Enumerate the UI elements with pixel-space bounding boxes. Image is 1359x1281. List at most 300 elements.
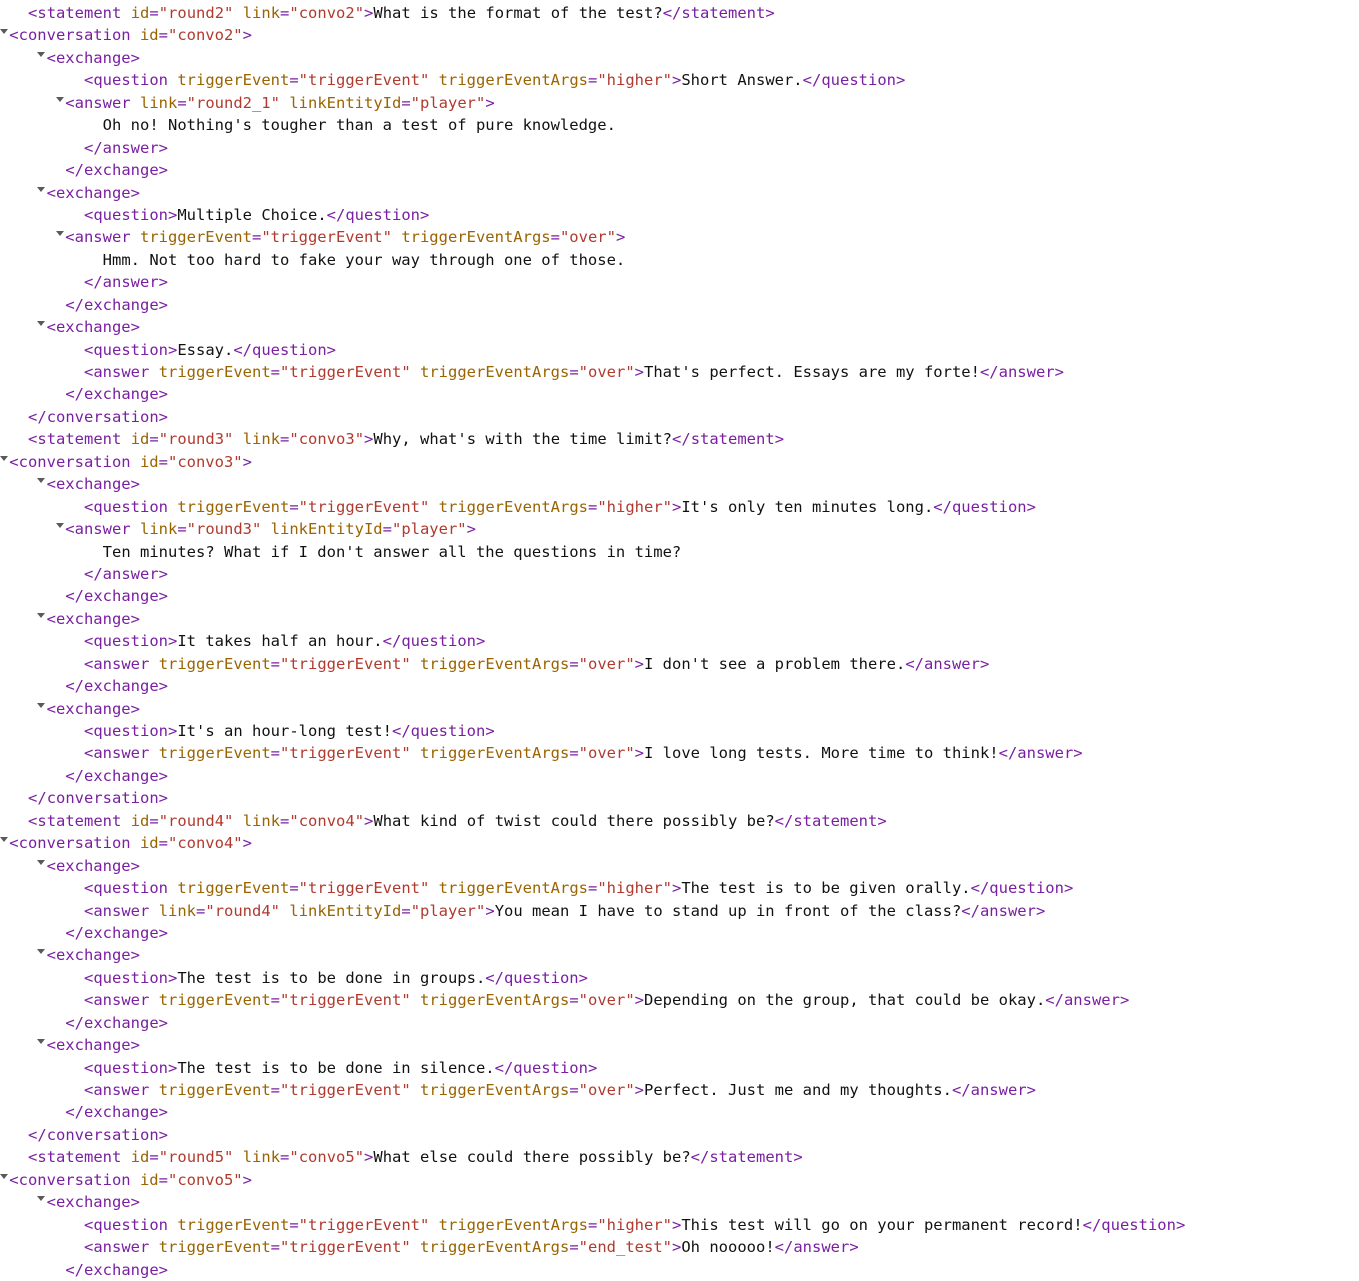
xml-punctuation: > (615, 228, 626, 247)
arrow-placeholder (75, 655, 84, 673)
xml-punctuation: = (149, 4, 159, 22)
triangle-down-icon (37, 949, 45, 954)
xml-attribute-value: "higher" (597, 879, 672, 898)
xml-attribute-name: id (130, 811, 150, 830)
xml-punctuation: < (46, 1036, 56, 1055)
xml-punctuation: < (84, 654, 94, 673)
xml-punctuation: < (84, 1081, 94, 1099)
xml-attribute-name: link (158, 901, 197, 920)
xml-attribute-value: "player" (410, 901, 486, 920)
xml-tag-name: answer (93, 901, 150, 920)
xml-punctuation: = (382, 520, 392, 539)
xml-punctuation: = (158, 452, 168, 471)
xml-punctuation: > (634, 991, 645, 1010)
code-line[interactable] (0, 1034, 1359, 1056)
xml-punctuation (429, 71, 438, 89)
xml-attribute-value: "triggerEvent" (280, 991, 411, 1010)
xml-tag-name: conversation (18, 452, 131, 471)
code-line[interactable] (0, 249, 1359, 271)
xml-tag-name: question (93, 722, 168, 740)
xml-text-node: It takes half an hour. (177, 632, 383, 651)
xml-punctuation: = (587, 497, 598, 516)
arrow-placeholder (19, 789, 28, 807)
code-line[interactable] (0, 1124, 1359, 1146)
code-line[interactable] (0, 114, 1359, 136)
xml-text-node: What is the format of the test? (373, 4, 663, 22)
code-line[interactable] (0, 428, 1359, 450)
xml-punctuation: > (158, 385, 169, 404)
xml-attribute-value: "round4" (158, 811, 234, 830)
code-line[interactable] (0, 1101, 1359, 1123)
code-line[interactable] (0, 159, 1359, 181)
xml-punctuation: > (578, 968, 588, 987)
xml-punctuation: < (28, 1148, 38, 1167)
xml-attribute-value: "round5" (158, 1148, 234, 1167)
indent-space (0, 1216, 75, 1234)
indent-space (0, 273, 75, 291)
xml-tag-name: question (410, 722, 486, 740)
code-line[interactable] (0, 1146, 1359, 1168)
xml-punctuation: = (270, 654, 281, 673)
xml-punctuation: > (1026, 1081, 1036, 1099)
xml-punctuation: > (849, 1238, 859, 1257)
xml-punctuation: > (485, 722, 495, 740)
xml-punctuation: </ (65, 923, 85, 942)
code-line[interactable] (0, 922, 1359, 944)
indent-space (0, 924, 56, 942)
arrow-placeholder (75, 744, 84, 762)
indent-space (0, 161, 56, 179)
xml-punctuation: > (485, 901, 495, 920)
arrow-placeholder (75, 1059, 84, 1077)
code-line[interactable] (0, 226, 1359, 248)
xml-punctuation: < (84, 1215, 94, 1234)
xml-tag-name: exchange (84, 677, 159, 696)
code-line[interactable] (0, 1057, 1359, 1079)
xml-tag-name: question (93, 879, 168, 898)
code-line[interactable] (0, 2, 1359, 24)
xml-attribute-name: linkEntityId (289, 901, 402, 920)
arrow-placeholder (75, 498, 84, 516)
indent-space (0, 610, 37, 628)
xml-tag-name: answer (93, 363, 150, 381)
xml-punctuation: > (158, 923, 169, 942)
indent-space (0, 139, 75, 157)
indent-space (0, 1036, 37, 1054)
code-line[interactable] (0, 720, 1359, 742)
xml-punctuation: > (158, 1013, 169, 1032)
xml-attribute-value: "player" (410, 93, 486, 112)
xml-punctuation (121, 812, 130, 830)
xml-punctuation: = (158, 834, 168, 853)
xml-punctuation (131, 228, 140, 246)
xml-punctuation: > (1026, 497, 1036, 516)
xml-punctuation: = (270, 744, 281, 763)
xml-attribute-name: id (139, 26, 159, 45)
indent-space (0, 206, 75, 224)
xml-punctuation: < (84, 497, 94, 516)
xml-tag-name: question (503, 968, 579, 987)
xml-tag-name: answer (93, 1081, 150, 1099)
xml-punctuation: < (46, 475, 56, 494)
xml-attribute-value: "round2_1" (186, 93, 280, 112)
xml-attribute-name: triggerEventArgs (420, 744, 570, 763)
xml-tag-name: exchange (55, 1193, 131, 1212)
xml-attribute-value: "triggerEvent" (298, 497, 430, 516)
code-line[interactable] (0, 339, 1359, 361)
xml-attribute-name: triggerEvent (177, 879, 290, 898)
xml-punctuation: > (158, 295, 169, 314)
xml-attribute-name: link (139, 93, 178, 112)
arrow-placeholder (56, 677, 65, 695)
xml-tag-name: answer (93, 1238, 150, 1257)
xml-attribute-value: "triggerEvent" (261, 228, 392, 247)
xml-punctuation (168, 71, 177, 89)
xml-attribute-value: "round3" (186, 520, 262, 539)
xml-attribute-value: "triggerEvent" (298, 1215, 430, 1234)
xml-tag-name: answer (1063, 991, 1120, 1010)
xml-punctuation: < (65, 93, 75, 112)
xml-punctuation (149, 655, 158, 673)
code-line[interactable] (0, 92, 1359, 114)
arrow-placeholder (56, 1014, 65, 1032)
xml-attribute-value: "triggerEvent" (280, 363, 411, 381)
code-line[interactable] (0, 1079, 1359, 1101)
indent-space (0, 857, 37, 875)
code-line[interactable] (0, 698, 1359, 720)
triangle-down-icon (37, 52, 45, 57)
xml-punctuation: < (46, 183, 56, 202)
code-line[interactable] (0, 608, 1359, 630)
indent-space (0, 946, 37, 964)
xml-text-node: I love long tests. More time to think! (644, 744, 999, 763)
code-line[interactable] (0, 563, 1359, 585)
xml-attribute-name: triggerEvent (177, 71, 290, 90)
xml-tag-name: statement (37, 4, 122, 22)
xml-punctuation: = (280, 430, 290, 449)
code-line[interactable] (0, 967, 1359, 989)
xml-punctuation (131, 94, 140, 112)
xml-punctuation: = (177, 93, 187, 112)
code-line[interactable] (0, 1012, 1359, 1034)
xml-tag-name: exchange (55, 946, 131, 965)
triangle-down-icon (37, 478, 45, 483)
xml-punctuation: = (289, 71, 299, 90)
code-line[interactable] (0, 832, 1359, 854)
xml-punctuation (168, 498, 177, 516)
code-line[interactable] (0, 810, 1359, 832)
triangle-down-icon (0, 837, 8, 842)
arrow-placeholder (19, 4, 28, 22)
xml-punctuation: > (158, 161, 169, 180)
code-line[interactable] (0, 1169, 1359, 1191)
code-line[interactable] (0, 1214, 1359, 1236)
xml-punctuation: > (242, 834, 252, 853)
triangle-down-icon (37, 703, 45, 708)
xml-punctuation: < (46, 609, 56, 628)
code-line[interactable] (0, 496, 1359, 518)
indent-space (0, 94, 56, 112)
xml-tag-name: statement (709, 1148, 794, 1167)
xml-punctuation: = (251, 228, 262, 247)
indent-space (0, 4, 19, 22)
code-line[interactable] (0, 855, 1359, 877)
xml-tag-name: answer (74, 520, 131, 539)
xml-attribute-name: id (130, 430, 150, 449)
xml-text-node: Depending on the group, that could be okay. (644, 991, 1046, 1010)
xml-punctuation: </ (28, 1125, 47, 1144)
xml-tag-name: exchange (55, 1036, 131, 1055)
xml-attribute-value: "player" (391, 520, 467, 539)
xml-tag-name: conversation (46, 789, 159, 808)
xml-punctuation: </ (65, 766, 85, 785)
code-line[interactable] (0, 787, 1359, 809)
xml-attribute-value: "convo3" (167, 452, 243, 471)
xml-text-node: You mean I have to stand up in front of the class? (494, 901, 962, 920)
code-line[interactable] (0, 541, 1359, 563)
xml-attribute-name: triggerEventArgs (438, 497, 588, 516)
indent-space (0, 49, 37, 67)
xml-punctuation: < (84, 991, 94, 1010)
xml-attribute-name: triggerEvent (158, 744, 271, 763)
xml-punctuation: < (84, 363, 94, 381)
xml-punctuation: > (130, 183, 140, 202)
xml-tag-name: exchange (84, 295, 159, 314)
indent-space (0, 722, 75, 740)
xml-punctuation: < (9, 26, 19, 45)
xml-punctuation (121, 4, 130, 22)
xml-attribute-value: "triggerEvent" (298, 71, 430, 90)
xml-punctuation (149, 363, 158, 381)
xml-tag-name: answer (74, 93, 131, 112)
xml-tag-name: question (93, 968, 168, 987)
code-line[interactable] (0, 630, 1359, 652)
xml-punctuation: > (765, 4, 775, 22)
xml-punctuation: </ (28, 789, 47, 808)
xml-punctuation: > (793, 1148, 803, 1167)
xml-attribute-value: "round3" (158, 430, 234, 449)
xml-attribute-value: "triggerEvent" (280, 1238, 411, 1257)
xml-attribute-name: id (130, 1148, 150, 1167)
indent-space (0, 520, 56, 538)
xml-punctuation: </ (84, 273, 103, 292)
xml-punctuation: </ (28, 407, 47, 426)
xml-punctuation (411, 363, 420, 381)
arrow-placeholder (75, 341, 84, 359)
xml-tag-name: exchange (55, 183, 131, 202)
xml-punctuation: > (1063, 879, 1074, 898)
xml-punctuation: > (1035, 901, 1046, 920)
xml-punctuation: = (158, 1170, 168, 1189)
xml-tag-name: statement (681, 4, 766, 22)
code-line[interactable] (0, 473, 1359, 495)
xml-punctuation: > (466, 520, 476, 539)
arrow-placeholder (75, 71, 84, 89)
arrow-placeholder (19, 430, 28, 448)
xml-punctuation: > (168, 722, 178, 740)
xml-text-node: It's an hour-long test! (177, 722, 392, 740)
code-line[interactable] (0, 294, 1359, 316)
xml-punctuation: > (671, 497, 682, 516)
xml-punctuation: </ (84, 564, 103, 583)
arrow-placeholder (56, 296, 65, 314)
xml-text-node: It's only ten minutes long. (681, 497, 934, 516)
xml-attribute-value: "convo2" (289, 4, 365, 22)
code-line[interactable] (0, 1236, 1359, 1258)
indent-space (0, 991, 75, 1009)
xml-punctuation: > (1175, 1215, 1186, 1234)
xml-attribute-name: id (139, 834, 159, 853)
xml-punctuation: > (979, 654, 990, 673)
xml-tag-name: question (951, 497, 1027, 516)
xml-punctuation (149, 902, 158, 920)
indent-space (0, 700, 37, 718)
code-line[interactable] (0, 182, 1359, 204)
code-line[interactable] (0, 944, 1359, 966)
xml-punctuation: > (634, 363, 645, 381)
arrow-placeholder (56, 924, 65, 942)
arrow-placeholder (75, 902, 84, 920)
xml-attribute-value: "round4" (205, 901, 281, 920)
arrow-placeholder (75, 879, 84, 897)
code-line[interactable] (0, 585, 1359, 607)
xml-punctuation: < (84, 968, 94, 987)
xml-punctuation: = (550, 228, 560, 247)
triangle-down-icon (56, 231, 64, 236)
xml-attribute-value: "higher" (597, 71, 672, 90)
arrow-placeholder (75, 1238, 84, 1256)
arrow-placeholder (75, 1216, 84, 1234)
xml-punctuation: > (419, 205, 430, 224)
xml-tag-name: conversation (46, 1125, 159, 1144)
xml-tag-name: question (93, 1215, 168, 1234)
xml-punctuation: < (46, 699, 56, 718)
xml-punctuation: < (9, 452, 19, 471)
xml-punctuation: < (84, 1238, 94, 1257)
xml-punctuation: </ (84, 138, 103, 157)
xml-tag-name: question (93, 632, 168, 651)
indent-space (0, 789, 19, 807)
xml-punctuation: < (28, 811, 38, 830)
arrow-placeholder (93, 116, 102, 134)
xml-punctuation: </ (485, 968, 504, 987)
xml-punctuation (429, 1216, 438, 1234)
xml-text-node: Short Answer. (681, 71, 803, 90)
arrow-placeholder (19, 812, 28, 830)
xml-punctuation: > (130, 318, 140, 337)
indent-space (0, 1238, 75, 1256)
xml-tag-name: answer (793, 1238, 850, 1257)
xml-punctuation: > (158, 273, 169, 292)
code-line[interactable] (0, 451, 1359, 473)
xml-tag-name: question (1101, 1215, 1176, 1234)
indent-space (0, 385, 56, 403)
xml-punctuation: > (158, 1103, 169, 1122)
xml-punctuation: > (130, 1036, 140, 1055)
xml-punctuation: > (634, 654, 645, 673)
xml-punctuation: = (587, 71, 598, 90)
code-line[interactable] (0, 47, 1359, 69)
code-line[interactable] (0, 24, 1359, 46)
xml-punctuation: = (270, 991, 281, 1010)
code-line[interactable] (0, 765, 1359, 787)
code-line[interactable] (0, 877, 1359, 899)
arrow-placeholder (75, 1081, 84, 1099)
xml-text-node: Multiple Choice. (177, 205, 327, 224)
arrow-placeholder (75, 722, 84, 740)
arrow-placeholder (75, 206, 84, 224)
code-line[interactable] (0, 137, 1359, 159)
triangle-down-icon (37, 187, 45, 192)
xml-punctuation: > (634, 744, 645, 763)
xml-punctuation: </ (1082, 1215, 1102, 1234)
xml-attribute-name: triggerEventArgs (420, 1081, 570, 1099)
xml-attribute-name: link (242, 4, 281, 22)
xml-punctuation: > (671, 71, 682, 90)
code-line[interactable] (0, 383, 1359, 405)
indent-space (0, 363, 75, 381)
xml-tag-name: conversation (18, 834, 131, 853)
code-line[interactable] (0, 900, 1359, 922)
xml-punctuation: </ (690, 1148, 710, 1167)
xml-attribute-name: triggerEventArgs (420, 1238, 570, 1257)
code-line[interactable] (0, 653, 1359, 675)
code-line[interactable] (0, 204, 1359, 226)
xml-attribute-name: triggerEvent (158, 363, 271, 381)
xml-tag-name: answer (93, 744, 150, 763)
code-line[interactable] (0, 1191, 1359, 1213)
xml-tag-name: answer (102, 564, 159, 583)
xml-attribute-name: id (139, 452, 159, 471)
arrow-placeholder (75, 565, 84, 583)
xml-punctuation: = (587, 1215, 598, 1234)
xml-attribute-name: triggerEventArgs (438, 1215, 588, 1234)
xml-attribute-name: triggerEvent (139, 228, 252, 247)
xml-tag-name: exchange (84, 1013, 159, 1032)
xml-punctuation: </ (951, 1081, 971, 1099)
code-line[interactable] (0, 742, 1359, 764)
xml-punctuation: = (270, 1081, 281, 1099)
xml-punctuation: = (149, 430, 159, 449)
xml-attribute-name: link (242, 1148, 281, 1167)
xml-punctuation: > (672, 1238, 682, 1257)
xml-punctuation: > (130, 699, 140, 718)
xml-punctuation: < (84, 901, 94, 920)
xml-attribute-value: "over" (578, 744, 635, 763)
xml-attribute-value: "over" (578, 991, 635, 1010)
code-line[interactable] (0, 1259, 1359, 1281)
code-line[interactable] (0, 271, 1359, 293)
xml-tag-name: statement (37, 1148, 122, 1167)
xml-attribute-name: triggerEvent (158, 1238, 271, 1257)
xml-tag-name: answer (93, 991, 150, 1010)
xml-attribute-value: "convo2" (167, 26, 243, 45)
code-line[interactable] (0, 989, 1359, 1011)
code-line[interactable] (0, 406, 1359, 428)
xml-punctuation: = (569, 991, 579, 1010)
xml-tag-name: exchange (84, 1103, 159, 1122)
code-line[interactable] (0, 361, 1359, 383)
code-line[interactable] (0, 675, 1359, 697)
indent-space (0, 341, 75, 359)
code-line[interactable] (0, 69, 1359, 91)
xml-tag-name: exchange (84, 161, 159, 180)
xml-punctuation: = (569, 363, 579, 381)
code-line[interactable] (0, 518, 1359, 540)
xml-text-node: I don't see a problem there. (644, 654, 906, 673)
code-line[interactable] (0, 316, 1359, 338)
xml-punctuation: > (877, 811, 887, 830)
